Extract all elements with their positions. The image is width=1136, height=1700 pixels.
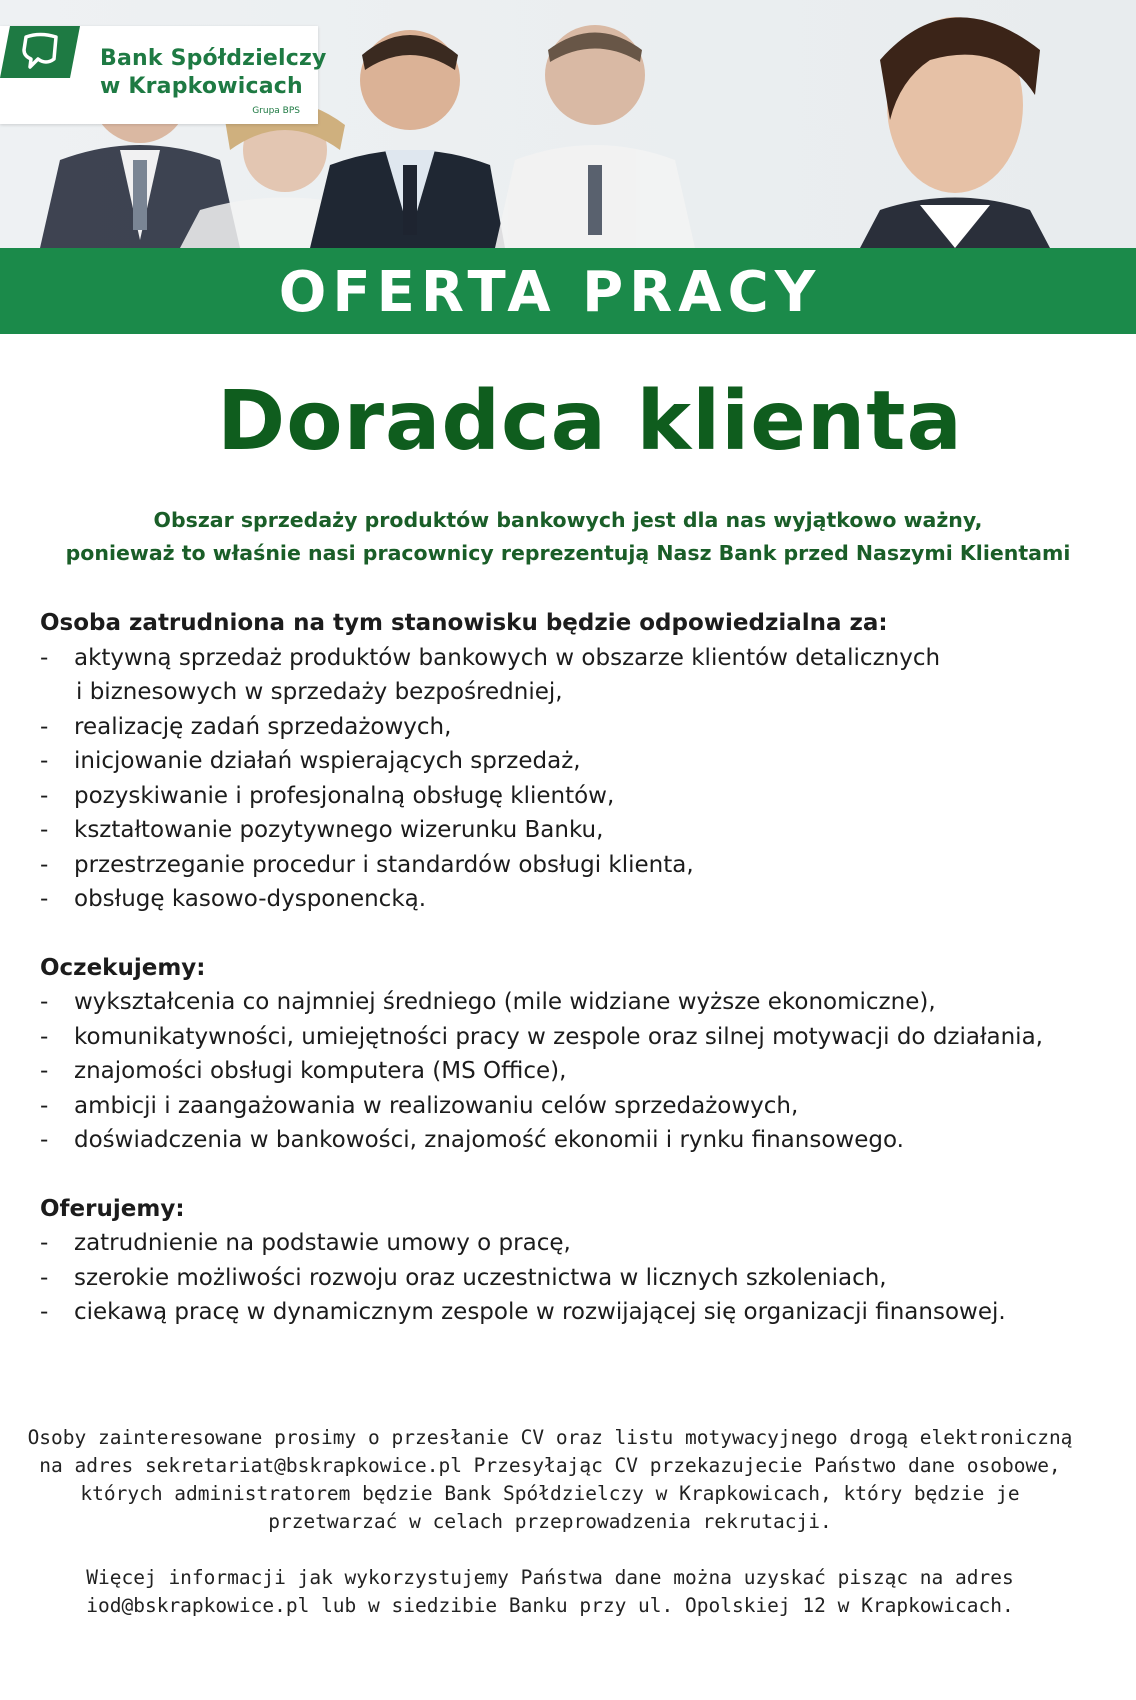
job-description: [40, 606, 1120, 1330]
expectations-heading: Oczekujemy:: [40, 954, 206, 981]
list-item: - ambicji i zaangażowania w realizowaniu celów sprzedażowych,: [40, 1092, 799, 1119]
list-item: - inicjowanie działań wspierających sprzedaż,: [40, 748, 581, 774]
job-title: Doradca klienta: [217, 374, 963, 469]
bank-logo-icon: [0, 26, 80, 78]
header-photo: [0, 0, 1136, 248]
list-item-continuation: i biznesowych w sprzedaży bezpośredniej,: [76, 679, 563, 705]
list-item: - pozyskiwanie i profesjonalną obsługę klientów,: [40, 782, 615, 809]
logo-text-line2: w Krapkowicach: [100, 74, 303, 99]
logo-subtext: Grupa BPS: [252, 106, 300, 116]
list-item: - aktywną sprzedaż produktów bankowych w obszarze klientów detalicznych: [40, 644, 941, 671]
responsibilities-heading: Osoba zatrudniona na tym stanowisku będzie odpowiedzialna za:: [40, 610, 888, 636]
list-item: - ciekawą pracę w dynamicznym zespole w rozwijającej się organizacji finansowej.: [40, 1299, 1006, 1325]
intro-line: Obszar sprzedaży produktów bankowych jest dla nas wyjątkowo ważny,: [153, 508, 983, 532]
list-item: - kształtowanie pozytywnego wizerunku Banku,: [40, 817, 604, 843]
list-item: - obsługę kasowo-dysponencką.: [40, 886, 427, 912]
footer-paragraph-1: Osoby zainteresowane prosimy o przesłanie CV oraz listu motywacyjnego drogą elektroniczną na adres sekretariat@bskrapkowice.pl Przesyłając CV przekazujecie Państwo dane osobowe, których administratorem będzie Bank Spółdzielczy w Krapkowicach, który będzie je przetwarzać w celach przeprowadzenia rekrutacji.: [27, 1426, 1073, 1533]
logo-text-line1: Bank Spółdzielczy: [100, 46, 327, 71]
expectations-list: [40, 985, 1120, 1158]
bank-logo: [0, 26, 327, 124]
list-item: - komunikatywności, umiejętności pracy w zespole oraz silnej motywacji do działania,: [40, 1023, 1043, 1050]
list-item: - szerokie możliwości rozwoju oraz uczestnictwa w licznych szkoleniach,: [40, 1264, 887, 1291]
footer-paragraph-2: Więcej informacji jak wykorzystujemy Państwa dane można uzyskać pisząc na adres iod@bskrapkowice.pl lub w siedzibie Banku przy ul. Opolskiej 12 w Krapkowicach.: [86, 1566, 1014, 1617]
list-item: - realizację zadań sprzedażowych,: [40, 713, 452, 740]
footer-info: [0, 1424, 1100, 1620]
list-item: - znajomości obsługi komputera (MS Office),: [40, 1058, 567, 1084]
intro-text: [0, 504, 1136, 570]
banner-title: OFERTA PRACY: [278, 260, 822, 325]
list-item: - wykształcenia co najmniej średniego (mile widziane wyższe ekonomiczne),: [40, 989, 936, 1015]
offer-list: [40, 1226, 1120, 1330]
responsibilities-list: [40, 641, 1120, 917]
list-item: - zatrudnienie na podstawie umowy o pracę,: [40, 1230, 571, 1256]
offer-banner: [0, 248, 1136, 334]
list-item: - przestrzeganie procedur i standardów obsługi klienta,: [40, 851, 694, 878]
intro-line: ponieważ to właśnie nasi pracownicy reprezentują Nasz Bank przed Naszymi Klientami: [65, 541, 1071, 565]
list-item: - doświadczenia w bankowości, znajomość ekonomii i rynku finansowego.: [40, 1127, 904, 1153]
offer-heading: Oferujemy:: [40, 1195, 185, 1222]
